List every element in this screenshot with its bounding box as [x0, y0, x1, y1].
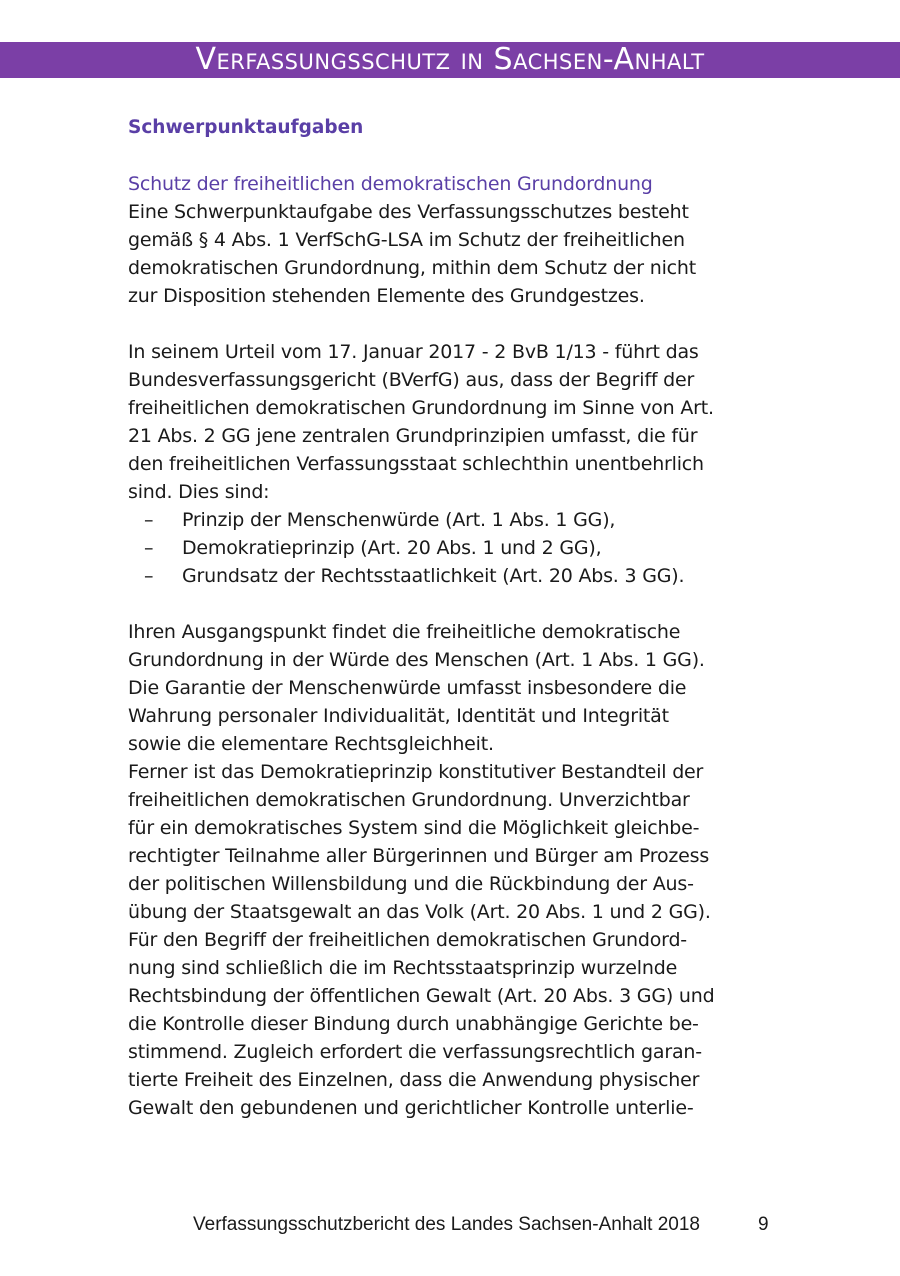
page-number: 9: [758, 1214, 769, 1235]
page-header-title: Verfassungsschutz in Sachsen-Anhalt: [195, 42, 705, 77]
paragraph-line: Rechtsbindung der öffentlichen Gewalt (Art. 20 Abs. 3 GG) und: [128, 985, 715, 1007]
paragraph-line: Ihren Ausgangspunkt findet die freiheitliche demokratische: [128, 621, 681, 643]
paragraph-line: nung sind schließlich die im Rechtsstaatsprinzip wurzelnde: [128, 957, 678, 979]
paragraph-line: demokratischen Grundordnung, mithin dem Schutz der nicht: [128, 257, 696, 279]
bullet-item: [128, 506, 788, 534]
paragraph-line: freiheitlichen demokratischen Grundordnung. Unverzichtbar: [128, 789, 690, 811]
paragraph-line: 21 Abs. 2 GG jene zentralen Grundprinzipien umfasst, die für: [128, 425, 698, 447]
bullet-item: [128, 534, 788, 562]
body-text: [128, 170, 788, 1122]
main-content: [128, 114, 788, 1122]
footer-text: Verfassungsschutzbericht des Landes Sachsen-Anhalt 2018: [193, 1214, 700, 1235]
section-heading: Schwerpunktaufgaben: [128, 117, 364, 138]
paragraph-line: stimmend. Zugleich erfordert die verfassungsrechtlich garan-: [128, 1041, 702, 1063]
paragraph-line: die Kontrolle dieser Bindung durch unabhängige Gerichte be-: [128, 1013, 699, 1035]
paragraph-line: In seinem Urteil vom 17. Januar 2017 - 2 BvB 1/13 - führt das: [128, 341, 699, 363]
page-footer: [0, 1214, 900, 1238]
paragraph-line: rechtigter Teilnahme aller Bürgerinnen und Bürger am Prozess: [128, 845, 710, 867]
bullet-text: Demokratieprinzip (Art. 20 Abs. 1 und 2 GG),: [182, 537, 602, 559]
paragraph-line: Die Garantie der Menschenwürde umfasst insbesondere die: [128, 677, 687, 699]
paragraph-line: freiheitlichen demokratischen Grundordnung im Sinne von Art.: [128, 397, 714, 419]
spacer: [128, 590, 788, 618]
paragraph-line: Grundordnung in der Würde des Menschen (Art. 1 Abs. 1 GG).: [128, 649, 705, 671]
paragraph-line: zur Disposition stehenden Elemente des Grundgestzes.: [128, 285, 645, 307]
spacer: [128, 310, 788, 338]
paragraph-line: den freiheitlichen Verfassungsstaat schlechthin unentbehrlich: [128, 453, 704, 475]
bullet-dash: –: [144, 509, 154, 531]
header-bar: [0, 42, 900, 78]
paragraph-line: Bundesverfassungsgericht (BVerfG) aus, dass der Begriff der: [128, 369, 695, 391]
paragraph-line: der politischen Willensbildung und die Rückbindung der Aus-: [128, 873, 694, 895]
spacer: [128, 142, 788, 170]
paragraph-line: für ein demokratisches System sind die Möglichkeit gleichbe-: [128, 817, 700, 839]
paragraph-line: Für den Begriff der freiheitlichen demokratischen Grundord-: [128, 929, 687, 951]
bullet-text: Grundsatz der Rechtsstaatlichkeit (Art. 20 Abs. 3 GG).: [182, 565, 685, 587]
bullet-text: Prinzip der Menschenwürde (Art. 1 Abs. 1 GG),: [182, 509, 616, 531]
paragraph-line: Eine Schwerpunktaufgabe des Verfassungsschutzes besteht: [128, 201, 689, 223]
paragraph-line: gemäß § 4 Abs. 1 VerfSchG-LSA im Schutz der freiheitlichen: [128, 229, 685, 251]
paragraph-line: übung der Staatsgewalt an das Volk (Art. 20 Abs. 1 und 2 GG).: [128, 901, 711, 923]
paragraph-line: Wahrung personaler Individualität, Identität und Integrität: [128, 705, 669, 727]
paragraph-line: sind. Dies sind:: [128, 481, 270, 503]
bullet-dash: –: [144, 565, 154, 587]
paragraph-line: sowie die elementare Rechtsgleichheit.: [128, 733, 494, 755]
paragraph-line: Ferner ist das Demokratieprinzip konstitutiver Bestandteil der: [128, 761, 704, 783]
paragraph-line: Gewalt den gebundenen und gerichtlicher Kontrolle unterlie-: [128, 1097, 694, 1119]
subheading: Schutz der freiheitlichen demokratischen Grundordnung: [128, 173, 653, 195]
bullet-item: [128, 562, 788, 590]
paragraph-line: tierte Freiheit des Einzelnen, dass die Anwendung physischer: [128, 1069, 700, 1091]
bullet-dash: –: [144, 537, 154, 559]
